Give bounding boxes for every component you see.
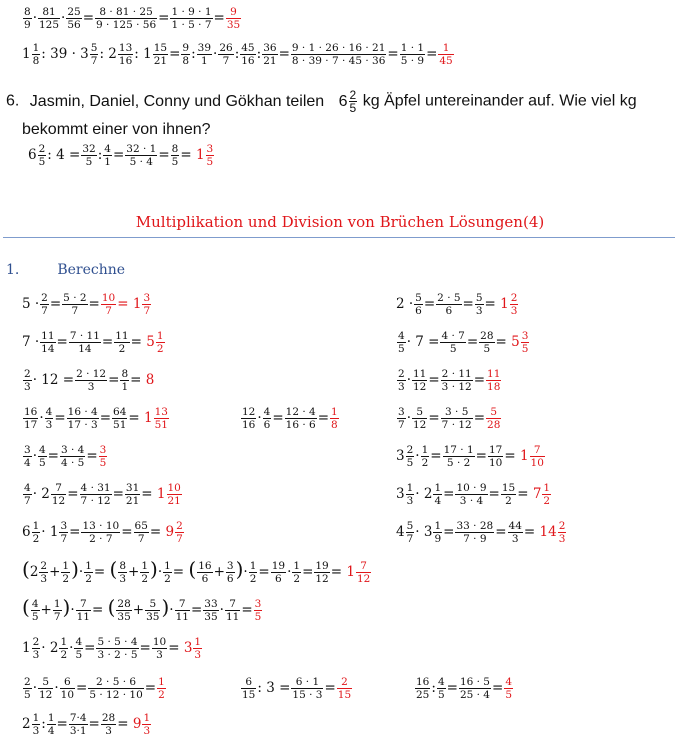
top-line-1: $\frac{8}{9}$ · $\frac{81}{125}$ · $\frac{25}{56}$ = $\frac{8 \cdot 81 \cdot 25}{9 \cdot 125 \cdot 56}$ = $\frac{1 \cdot 9 \cdot 1}{1 \cdot 5 \cdot 7}$ = $\frac{9}{35}$ [24,6,241,31]
heading-divider [3,237,675,238]
exercise-6a: $\frac{4}{7}$ · 2 $\frac{7}{12}$ = $\frac{4 \cdot 31}{7 \cdot 12}$ = $\frac{31}{21}$ = 1 $\frac{10}{21}$ [24,482,181,507]
exercise-2b: $\frac{4}{5}$ · 7 = $\frac{4 \cdot 7}{5}$ = $\frac{28}{5}$ = 5 $\frac{3}{5}$ [398,330,529,355]
exercise-11a: $\frac{2}{5}$ · $\frac{5}{12}$ · $\frac{6}{10}$ = $\frac{2 \cdot 5 \cdot 6}{5 \cdot 12 \cdot 10}$ = $\frac{1}{2}$ [24,676,165,701]
exercise-6b: 3 $\frac{1}{3}$ · 2 $\frac{1}{4}$ = $\frac{10 \cdot 9}{3 \cdot 4}$ = $\frac{15}{2}$ = 7 $\frac{1}{2}$ [396,482,551,507]
exercise-2a: 7 · $\frac{11}{14}$ = $\frac{7 \cdot 11}{14}$ = $\frac{11}{2}$ = 5 $\frac{1}{2}$ [22,330,164,355]
exercise-11c: $\frac{16}{25}$ : $\frac{4}{5}$ = $\frac{16 \cdot 5}{25 \cdot 4}$ = $\frac{4}{5}$ [416,676,512,701]
exercise-9: ( $\frac{4}{5}$ + $\frac{1}{7}$ )· $\frac{7}{11}$ = ( $\frac{28}{35}$ + $\frac{5}{35}$ )· $\frac{7}{11}$ = $\frac{33}{35}$ · $\frac{7}{11}$ = $\frac{3}{5}$ [22,595,262,623]
exercise-3a: $\frac{2}{3}$ · 12 = $\frac{2 \cdot 12}{3}$ = $\frac{8}{1}$ = 8 [24,368,155,393]
exercise-5b: 3 $\frac{2}{5}$ · $\frac{1}{2}$ = $\frac{17 \cdot 1}{5 \cdot 2}$ = $\frac{17}{10}$ = 1 $\frac{7}{10}$ [396,444,544,469]
exercise-7a: 6 $\frac{1}{2}$ · 1 $\frac{3}{7}$ = $\frac{13 \cdot 10}{2 \cdot 7}$ = $\frac{65}{7}$ = 9 $\frac{2}{7}$ [22,520,183,545]
exercise-4b: $\frac{12}{16}$ · $\frac{4}{6}$ = $\frac{12 \cdot 4}{16 \cdot 6}$ = $\frac{1}{8}$ [242,406,338,431]
exercise-8: (2 $\frac{2}{3}$ + $\frac{1}{2}$ )· $\frac{1}{2}$ = ( $\frac{8}{3}$ + $\frac{1}{2}$ )· $\frac{1}{2}$ = ( $\frac{16}{6}$ + $\frac{3}{6}$ )· $\frac{1}{2}$ = $\frac{19}{6}$ · $\frac{1}{2}$ = $\frac{19}{12}$ = 1 $\frac{7}{12}$ [22,557,371,585]
exercise-10: 1 $\frac{2}{3}$ · 2 $\frac{1}{2}$ · $\frac{4}{5}$ = $\frac{5 \cdot 5 \cdot 4}{3 \cdot 2 \cdot 5}$ = $\frac{10}{3}$ = 3 $\frac{1}{3}$ [22,636,202,661]
exercise-11b: $\frac{6}{15}$ : 3 = $\frac{6 \cdot 1}{15 \cdot 3}$ = $\frac{2}{15}$ [242,676,352,701]
exercise-5a: $\frac{3}{4}$ · $\frac{4}{5}$ = $\frac{3 \cdot 4}{4 \cdot 5}$ = $\frac{3}{5}$ [24,444,107,469]
task6-number: 6. [6,92,20,110]
task6-amount: 6 $\frac{2}{5}$ [338,88,357,115]
exercise-4a: $\frac{16}{17}$ · $\frac{4}{3}$ = $\frac{16 \cdot 4}{17 \cdot 3}$ = $\frac{64}{51}$ = 1 $\frac{13}{51}$ [24,406,168,431]
task6-solution: 6 $\frac{2}{5}$ : 4 = $\frac{32}{5}$ : $\frac{4}{1}$ = $\frac{32 \cdot 1}{5 \cdot 4}$ = $\frac{8}{5}$ = 1 $\frac{3}{5}$ [28,143,214,168]
task6-text-b: kg Äpfel untereinander auf. Wie viel kg [362,92,637,110]
top-line-2: 1 $\frac{1}{8}$ : 39 · 3 $\frac{5}{7}$ : 2 $\frac{13}{16}$ : 1 $\frac{15}{21}$ = $\frac{9}{8}$ : $\frac{39}{1}$ · $\frac{26}{7}$ : $\frac{45}{16}$ : $\frac{36}{21}$ = $\frac{9 \cdot 1 \cdot 26 \cdot 16 \cdot 21}{8 \cdot 39 \cdot 7 \cdot 45 \cdot 36}$ = $\frac{1 \cdot 1}{5 \cdot 9}$ = $\frac{1}{45}$ [22,42,453,67]
task6-text-a: Jasmin, Daniel, Conny und Gökhan teilen [29,92,325,110]
task6-line-1 [6,89,637,114]
exercise-12: 2 $\frac{1}{3}$ : $\frac{1}{4}$ = $\frac{7\cdot 4}{3\cdot 1}$ = $\frac{28}{3}$ = 9 $\frac{1}{3}$ [22,712,151,737]
exercise-4c: $\frac{3}{7}$ · $\frac{5}{12}$ = $\frac{3 \cdot 5}{7 \cdot 12}$ = $\frac{5}{28}$ [398,406,501,431]
exercise-1a: 5 · $\frac{2}{7}$ = $\frac{5 \cdot 2}{7}$ = $\frac{10}{7}$ = 1 $\frac{3}{7}$ [22,292,151,317]
section-heading: Multiplikation und Division von Brüchen Lösungen(4) [135,213,545,231]
exercise-1b: 2 · $\frac{5}{6}$ = $\frac{2 \cdot 5}{6}$ = $\frac{5}{3}$ = 1 $\frac{2}{3}$ [396,292,518,317]
exercise-3b: $\frac{2}{3}$ · $\frac{11}{12}$ = $\frac{2 \cdot 11}{3 \cdot 12}$ = $\frac{11}{18}$ [398,368,501,393]
task6-line-2: bekommt einer von ihnen? [22,121,211,138]
exercise-7b: 4 $\frac{5}{7}$ · 3 $\frac{1}{9}$ = $\frac{33 \cdot 28}{7 \cdot 9}$ = $\frac{44}{3}$ = 14 $\frac{2}{3}$ [396,520,566,545]
exercise-group-title: 1. Berechne [6,262,126,278]
